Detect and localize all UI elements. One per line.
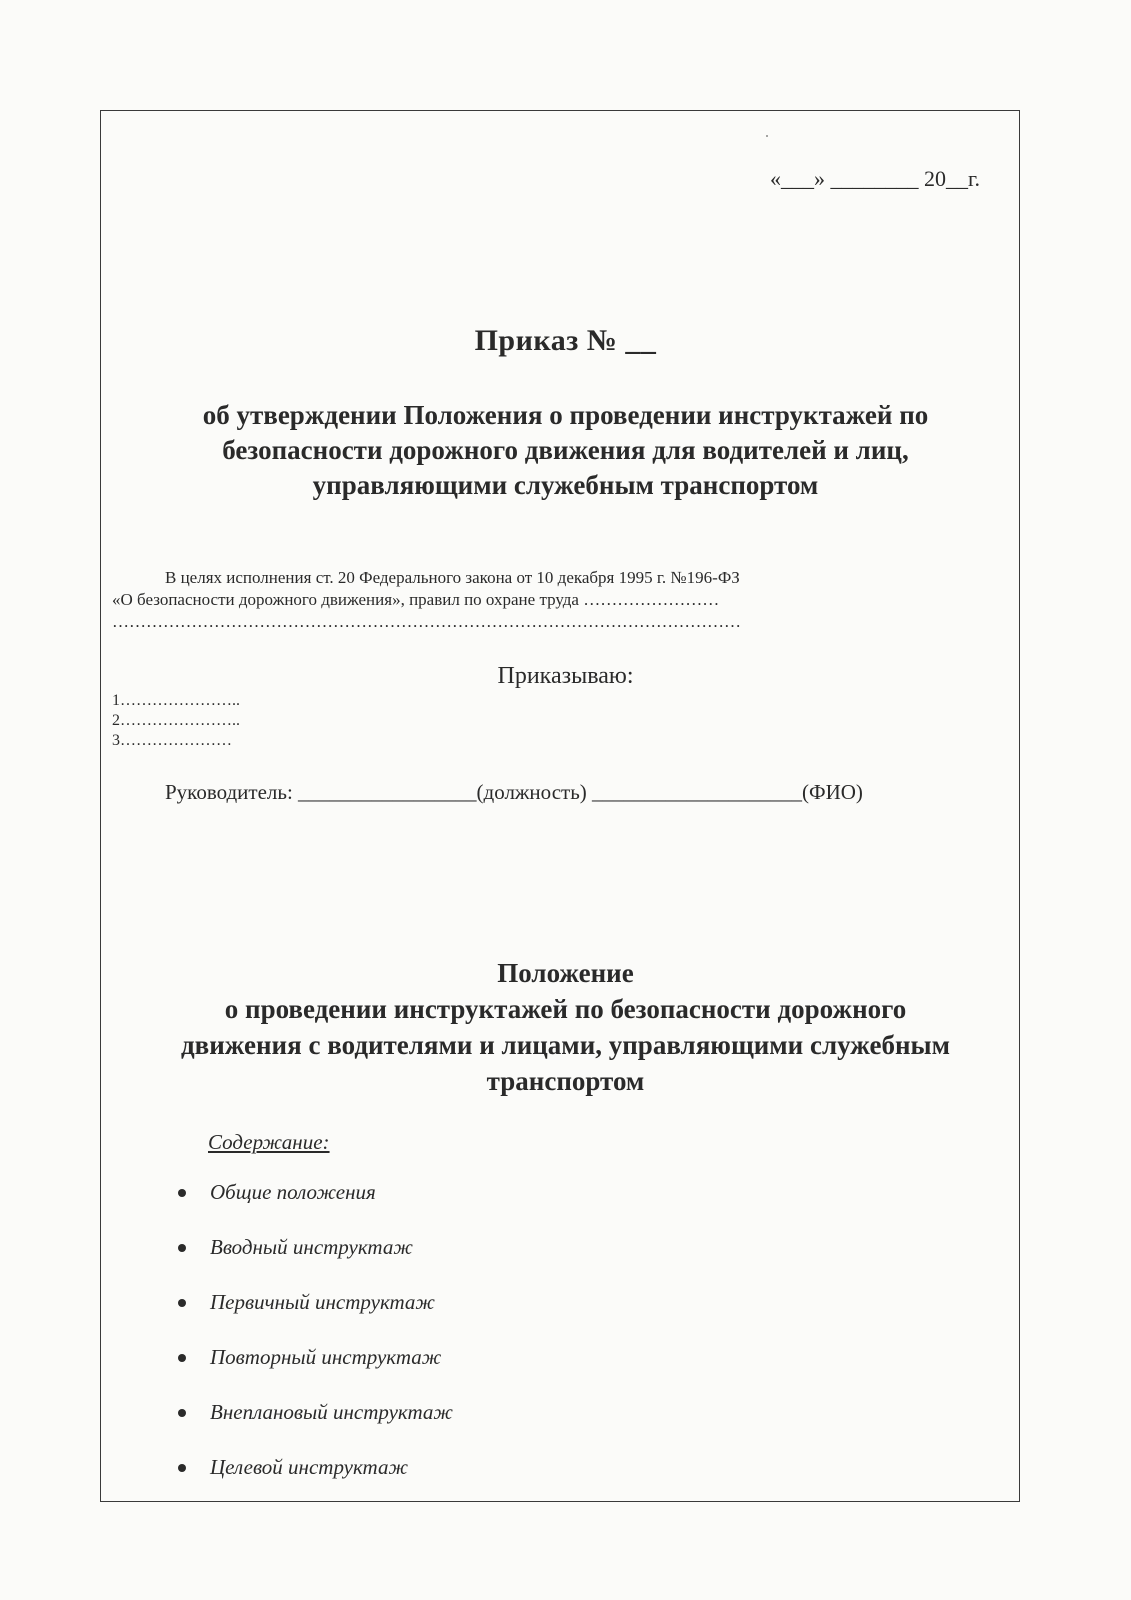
regulation-title-line: о проведении инструктажей по безопасности дорожного xyxy=(224,994,907,1024)
preamble-line: В целях исполнения ст. 20 Федерального закона от 10 декабря 1995 г. №196-ФЗ xyxy=(165,568,740,587)
order-subject-line: об утверждении Положения о проведении инструктажей по xyxy=(202,400,929,430)
order-item: 3………………… xyxy=(112,732,232,749)
bullet-icon xyxy=(178,1409,186,1417)
regulation-title-line: движения с водителями и лицами, управляющими служебным xyxy=(181,1030,950,1060)
regulation-title-line: транспортом xyxy=(486,1066,645,1096)
order-subject-line: управляющими служебным транспортом xyxy=(312,470,819,500)
toc-item xyxy=(178,1235,453,1290)
bullet-icon xyxy=(178,1189,186,1197)
toc-list xyxy=(178,1180,453,1510)
order-subject xyxy=(0,398,1131,503)
order-word: Приказываю: xyxy=(497,663,634,689)
bullet-icon xyxy=(178,1354,186,1362)
order-title: Приказ № __ xyxy=(474,324,657,357)
toc-item-label: Общие положения xyxy=(210,1180,376,1204)
bullet-icon xyxy=(178,1464,186,1472)
toc-item-label: Целевой инструктаж xyxy=(210,1455,409,1479)
toc-item xyxy=(178,1290,453,1345)
regulation-title xyxy=(0,955,1131,1099)
order-subject-line: безопасности дорожного движения для водителей и лиц, xyxy=(222,435,909,465)
preamble-line: ………………………………………………………………………………………………… xyxy=(112,612,741,631)
toc-heading: Содержание: xyxy=(208,1130,330,1154)
toc-item-label: Повторный инструктаж xyxy=(210,1345,442,1369)
toc-item xyxy=(178,1180,453,1235)
bullet-icon xyxy=(178,1299,186,1307)
order-item: 1………………….. xyxy=(112,692,240,709)
scan-speck xyxy=(766,135,768,137)
toc-item xyxy=(178,1455,453,1510)
order-item: 2………………….. xyxy=(112,712,240,729)
bullet-icon xyxy=(178,1244,186,1252)
toc-item-label: Первичный инструктаж xyxy=(210,1290,435,1314)
date-line: «___» ________ 20__г. xyxy=(770,166,981,191)
toc-item-label: Вводный инструктаж xyxy=(210,1235,413,1259)
signature-line: Руководитель: _________________(должность) ____________________(ФИО) xyxy=(165,780,863,804)
toc-item-label: Внеплановый инструктаж xyxy=(210,1400,453,1424)
preamble-line: «О безопасности дорожного движения», правил по охране труда …………………… xyxy=(112,590,720,609)
toc-item xyxy=(178,1400,453,1455)
regulation-title-line: Положение xyxy=(497,958,634,988)
toc-item xyxy=(178,1345,453,1400)
